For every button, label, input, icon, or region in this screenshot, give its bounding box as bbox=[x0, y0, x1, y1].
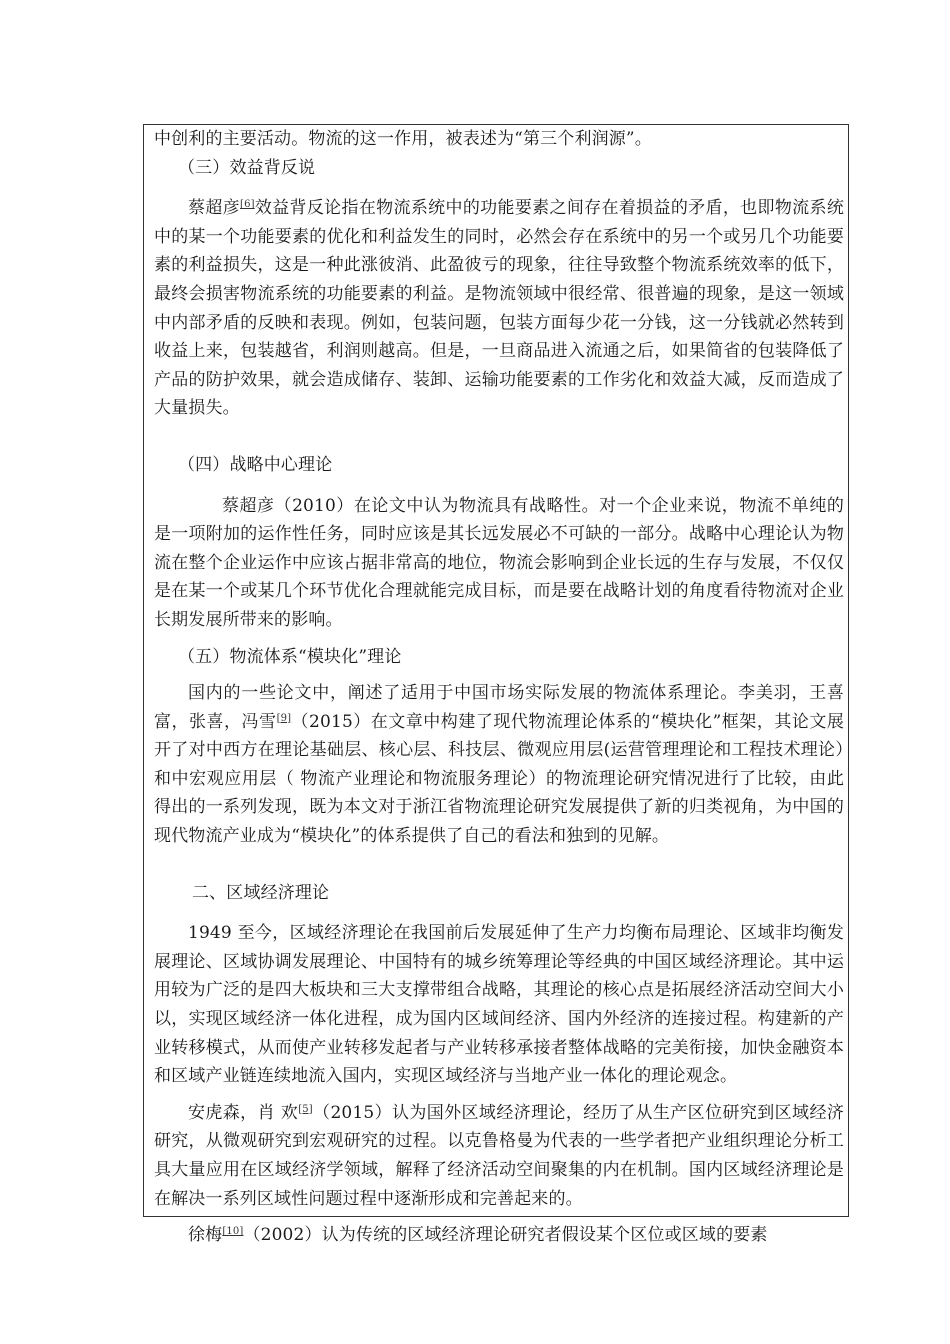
document-body bbox=[154, 125, 844, 1250]
text-run: 国内的一些论文中，阐述了适用于中国市场实际发展的物流体系理论。李美羽，王喜富，张喜，冯雪 bbox=[154, 683, 844, 732]
paragraph-an-husen bbox=[154, 1099, 844, 1213]
text-run: （2015）在文章中构建了现代物流理论体系的“模块化”框架，其论文展开了对中西方在理论基础层、核心层、科技层、微观应用层(运营管理理论和工程技术理论）和中宏观应用层（ 物流产业理论和物流服务理论）的物流理论研究情况进行了比较，由此得出的一系列发现，既为本文对于浙江省物流理论研究发展提供了新的归类视角，为中国的现代物流产业成为“模块化”的体系提供了自己的看法和独到的见解。 bbox=[154, 711, 844, 847]
citation-ref[interactable]: [6] bbox=[240, 199, 255, 211]
paragraph-modular bbox=[154, 679, 844, 851]
text-run: 蔡超彦 bbox=[188, 198, 241, 219]
heading-5: （五）物流体系“模块化”理论 bbox=[178, 646, 402, 667]
citation-ref[interactable]: [5] bbox=[298, 1103, 313, 1115]
citation-ref[interactable]: [10] bbox=[222, 1226, 244, 1238]
section-heading-2: 二、区域经济理论 bbox=[192, 882, 330, 903]
document-frame bbox=[143, 124, 849, 1246]
text-run: 安虎森，肖 欢 bbox=[188, 1102, 299, 1123]
text-run: 徐梅 bbox=[188, 1225, 223, 1246]
text-run: 效益背反论指在物流系统中的功能要素之间存在着损益的矛盾，也即物流系统中的某一个功能要素的优化和利益发生的同时，必然会存在系统中的另一个或另几个功能要素的利益损失，这是一种此涨彼消、此盈彼亏的现象，往往导致整个物流系统效率的低下，最终会损害物流系统的功能要素的利益。是物流领域中很经常、很普遍的现象，是这一领域中内部矛盾的反映和表现。例如，包装问题，包装方面每少花一分钱，这一分钱就必然转到收益上来，包装越省，利润则越高。但是，一旦商品进入流通之后，如果简省的包装降低了产品的防护效果，就会造成储存、装卸、运输功能要素的工作劣化和效益大减，反而造成了大量损失。 bbox=[154, 198, 844, 419]
citation-ref[interactable]: [9] bbox=[276, 712, 292, 724]
paragraph-effect-tradeoff bbox=[154, 194, 844, 423]
paragraph-strategy-center: 蔡超彦（2010）在论文中认为物流具有战略性。对一个企业来说，物流不单纯的是一项附加的运作性任务，同时应该是其长远发展必不可缺的一部分。战略中心理论认为物流在整个企业运作中应该占据非常高的地位，物流会影响到企业长远的生存与发展，不仅仅是在某一个或某几个环节优化合理就能完成目标，而是要在战略计划的角度看待物流对企业长期发展所带来的影响。 bbox=[154, 495, 844, 630]
paragraph-xu-mei bbox=[154, 1221, 844, 1250]
paragraph-regional-economy: 1949 至今，区域经济理论在我国前后发展延伸了生产力均衡布局理论、区域非均衡发展理论、区域协调发展理论、中国特有的城乡统筹理论等经典的中国区域经济理论。其中运用较为广泛的是四大板块和三大支撑带组合战略，其理论的核心点是拓展经济活动空间大小以，实现区域经济一体化进程，成为国内区域间经济、国内外经济的连接过程。构建新的产业转移模式，从而使产业转移发起者与产业转移承接者整体战略的完美衔接，加快金融资本和区域产业链连续地流入国内，实现区域经济与当地产业一体化的理论观念。 bbox=[154, 923, 844, 1087]
text-run: （2002）认为传统的区域经济理论研究者假设某个区位或区域的要素 bbox=[243, 1225, 768, 1246]
text-run: （2015）认为国外区域经济理论，经历了从生产区位研究到区域经济研究，从微观研究到宏观研究的过程。以克鲁格曼为代表的一些学者把产业组织理论分析工具大量应用在区域经济学领域，解释了经济活动空间聚集的内在机制。国内区域经济理论是在解决一系列区域性问题过程中逐渐形成和完善起来的。 bbox=[154, 1102, 844, 1209]
heading-3: （三）效益背反说 bbox=[178, 157, 316, 178]
heading-4: （四）战略中心理论 bbox=[178, 454, 333, 475]
paragraph-continuation: 中创利的主要活动。物流的这一作用，被表述为“第三个利润源”。 bbox=[154, 129, 652, 149]
